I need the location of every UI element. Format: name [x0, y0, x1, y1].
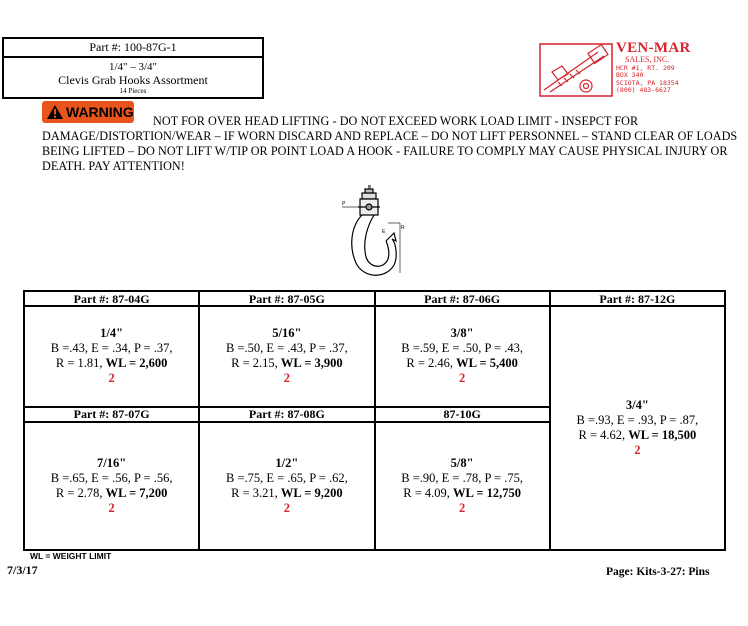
bolt-logo-icon — [538, 42, 614, 98]
address-line: HCR #1, RT. 209 — [616, 64, 675, 72]
part-dims: B =.90, E = .78, P = .75, — [401, 470, 523, 485]
address-line: SCIOTA, PA 18354 — [616, 78, 679, 87]
part-cell — [375, 422, 550, 550]
part-dims: B =.75, E = .65, P = .62, — [226, 470, 348, 485]
part-quantity: 2 — [459, 500, 466, 515]
part-radius: R = 2.15, — [231, 356, 281, 371]
size-range: 1/4" – 3/4" — [108, 61, 158, 73]
part-radius: R = 1.81, — [55, 356, 106, 371]
dimension-e-label: E — [382, 229, 386, 235]
parts-spec-table — [23, 290, 726, 551]
part-dims-2 — [200, 356, 373, 371]
warning-text: NOT FOR OVER HEAD LIFTING - DO NOT EXCEED WORK LOAD LIMIT - INSEPCT FOR DAMAGE/DISTORTION/WEAR – IF WORN DISCARD AND REPLACE – DO NOT LIFT PERSONNEL – STAND CLEAR OF LOADS BEING LIFTED – DO NOT LIFT W/TIP OR POINT LOAD A HOOK - FAILURE TO COMPLY MAY CAUSE PHYSICAL INJURY OR DEATH. PAY ATTENTION! — [42, 114, 738, 173]
part-radius: R = 2.46, — [406, 356, 457, 371]
part-number: Part #: 100-87G-1 — [4, 39, 262, 58]
part-header: Part #: 87-08G — [199, 407, 374, 422]
piece-count: 14 Pieces — [119, 87, 147, 95]
part-dims: B =.50, E = .43, P = .37, — [226, 341, 348, 356]
part-header: Part #: 87-05G — [199, 291, 374, 306]
part-radius: R = 4.62, — [578, 428, 629, 443]
part-header-box — [2, 37, 264, 99]
part-quantity: 2 — [283, 371, 290, 386]
part-dims-2 — [376, 356, 549, 371]
part-weight-limit: WL = 3,900 — [280, 356, 343, 371]
part-cell — [199, 422, 374, 550]
part-dims: B =.43, E = .34, P = .37, — [50, 341, 173, 356]
part-dims: B =.59, E = .50, P = .43, — [401, 341, 523, 356]
page-reference: Page: Kits-3-27: Pins — [606, 566, 710, 578]
dimension-b-label: B — [368, 185, 372, 191]
part-dims-2 — [25, 486, 198, 501]
part-radius: R = 4.09, — [403, 485, 454, 500]
address-line: BOX 340 — [616, 71, 644, 80]
part-header: Part #: 87-12G — [550, 291, 725, 306]
logo-address — [616, 65, 679, 95]
part-weight-limit: WL = 9,200 — [280, 485, 343, 500]
part-weight-limit: WL = 7,200 — [105, 485, 168, 500]
part-dims-2 — [376, 486, 549, 501]
part-cell — [550, 306, 725, 550]
part-quantity: 2 — [108, 371, 115, 386]
dimension-r-label: R — [401, 225, 405, 231]
part-cell — [24, 422, 199, 550]
part-header: Part #: 87-04G — [24, 291, 199, 306]
part-quantity: 2 — [108, 500, 115, 515]
part-radius: R = 3.21, — [231, 485, 281, 500]
logo-subtitle: SALES, INC. — [625, 55, 670, 64]
part-dims-2 — [25, 356, 198, 371]
part-size: 1/4" — [100, 326, 124, 341]
weight-limit-note: WL = WEIGHT LIMIT — [30, 551, 112, 561]
part-weight-limit: WL = 5,400 — [456, 356, 518, 371]
part-dims-2 — [551, 428, 724, 443]
part-header: Part #: 87-06G — [375, 291, 550, 306]
part-radius: R = 2.78, — [55, 485, 106, 500]
part-dims-2 — [200, 486, 373, 501]
part-cell — [199, 306, 374, 407]
part-dims: B =.93, E = .93, P = .87, — [576, 413, 699, 428]
part-dims: B =.65, E = .56, P = .56, — [50, 470, 173, 485]
part-quantity: 2 — [634, 443, 641, 458]
part-size: 3/4" — [625, 398, 649, 413]
ven-mar-logo — [538, 42, 718, 98]
part-size: 3/8" — [450, 326, 474, 341]
logo-brand: VEN-MAR — [616, 40, 691, 56]
part-size: 5/16" — [272, 326, 302, 341]
clevis-grab-hook-diagram — [338, 185, 408, 285]
part-weight-limit: WL = 18,500 — [628, 428, 697, 443]
part-quantity: 2 — [459, 371, 466, 386]
part-size: 5/8" — [450, 455, 474, 470]
part-weight-limit: WL = 12,750 — [453, 485, 521, 500]
part-quantity: 2 — [283, 500, 290, 515]
product-name: Clevis Grab Hooks Assortment — [58, 73, 208, 87]
dimension-p-label: P — [342, 201, 346, 207]
address-line: (800) 483-6627 — [616, 86, 671, 95]
part-cell — [375, 306, 550, 407]
part-weight-limit: WL = 2,600 — [105, 356, 168, 371]
part-cell — [24, 306, 199, 407]
part-size: 7/16" — [97, 455, 127, 470]
warning-label: WARNING — [66, 104, 134, 120]
part-size: 1/2" — [275, 455, 299, 470]
part-header: Part #: 87-07G — [24, 407, 199, 422]
document-date: 7/3/17 — [7, 563, 38, 577]
part-header: 87-10G — [375, 407, 550, 422]
